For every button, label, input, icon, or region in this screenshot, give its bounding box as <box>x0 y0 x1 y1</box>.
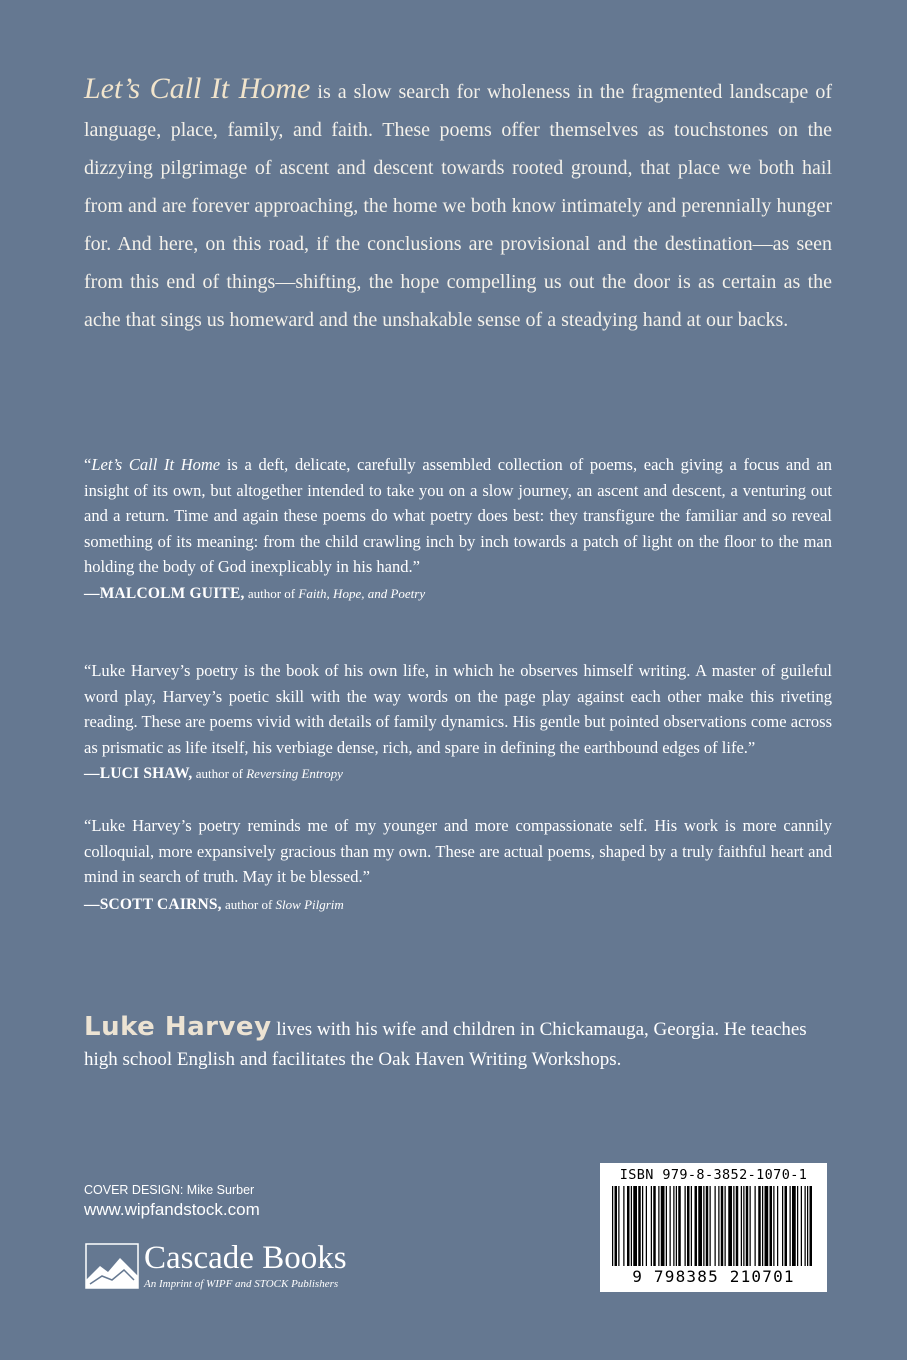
bio-text: lives with his wife and children in Chickamauga, Georgia. He teaches high school English and facilitates the Oak Haven Writing Workshops. <box>84 1019 807 1070</box>
description-text: is a slow search for wholeness in the fragmented landscape of language, place, family, and faith. These poems offer themselves as touchstones on the dizzying pilgrimage of ascent and descent towards rooted ground, that place we both hail from and are forever approaching, the home we both know intimately and perennially hunger for. And here, on this road, if the conclusions are provisional and the destination—as seen from this end of things—shifting, the hope compelling us out the door is as certain as the ache that sings us homeward and the unshakable sense of a steadying hand at our backs. <box>84 81 832 331</box>
barcode-bar <box>706 1186 709 1266</box>
barcode-bar <box>807 1186 808 1266</box>
barcode-bar <box>687 1186 690 1266</box>
barcode-bar <box>792 1186 796 1266</box>
barcode-bar <box>741 1186 742 1266</box>
barcode-bar <box>653 1186 656 1266</box>
endorsement-cairns <box>84 813 832 890</box>
barcode-bar <box>805 1186 806 1266</box>
barcode-bar <box>782 1186 783 1266</box>
endorsement-text: “Luke Harvey’s poetry reminds me of my younger and more compassionate self. His work is more cannily colloquial, more expansively gracious than my own. These are actual poems, shaped by a truly faithful heart and mind in search of truth. May it be blessed.” <box>84 816 832 886</box>
publisher-logo <box>84 1240 404 1300</box>
endorsement-guite: “Let’s Call It Home is a deft, delicate, carefully assembled collection of poems, each giving a focus and an insight of its own, but altogether intended to take you on a slow journey, an ascent and descent, a venturing out and a return. Time and again these poems do what poetry does best: they transfigure the familiar and so reveal something of its meaning: from the child crawling inch by inch towards a patch of light on the floor to the man holding the body of God inexplicably in his hand.” <box>84 455 832 576</box>
barcode-bar <box>685 1186 686 1266</box>
barcode-bar <box>646 1186 647 1266</box>
endorsement-author-cairns: —SCOTT CAIRNS, author of Slow Pilgrim <box>84 896 344 913</box>
barcode-bar <box>743 1186 744 1266</box>
barcode-bar <box>612 1186 613 1266</box>
barcode-bar <box>695 1186 698 1266</box>
barcode-bar <box>736 1186 739 1266</box>
barcode-bar <box>666 1186 667 1266</box>
barcode-bar <box>658 1186 659 1266</box>
endorsement-shaw <box>84 658 832 760</box>
barcode-bar <box>801 1186 802 1266</box>
barcode-bar <box>770 1186 773 1266</box>
barcode-bar <box>750 1186 751 1266</box>
barcode-bar <box>631 1186 632 1266</box>
barcode-bar <box>615 1186 618 1266</box>
barcode-bar <box>746 1186 749 1266</box>
barcode-bar <box>721 1186 724 1266</box>
barcode-bar <box>810 1186 813 1266</box>
barcode-bar <box>676 1186 677 1266</box>
barcode-bar <box>673 1186 674 1266</box>
barcode-bar <box>710 1186 711 1266</box>
mountain-logo-icon <box>84 1240 140 1292</box>
barcode-bar <box>661 1186 665 1266</box>
endorsement-text: “Luke Harvey’s poetry is the book of his own life, in which he observes himself writing. A master of guileful word play, Harvey’s poetic skill with the way words on the page play against each other make this riveting reading. These are poems vivid with details of family dynamics. His gentle but pointed observations come across as prismatic as life itself, his verbiage dense, rich, and spare in defining the earthbound edges of life.” <box>84 661 832 757</box>
isbn-barcode <box>600 1163 827 1292</box>
author-bio <box>84 1012 832 1075</box>
publisher-website: www.wipfandstock.com <box>84 1200 260 1219</box>
barcode-bar <box>715 1186 716 1266</box>
cover-design-credit: COVER DESIGN: Mike Surber <box>84 1183 255 1197</box>
endorsement-author-guite: —MALCOLM GUITE, author of Faith, Hope, and Poetry <box>84 585 426 602</box>
barcode-bar <box>755 1186 756 1266</box>
barcode-bar <box>642 1186 643 1266</box>
barcode-bar <box>733 1186 734 1266</box>
barcode-bar <box>758 1186 761 1266</box>
barcode-bar <box>765 1186 769 1266</box>
barcode-bar <box>651 1186 652 1266</box>
barcode-bar <box>718 1186 719 1266</box>
barcode-bar <box>777 1186 778 1266</box>
barcode-bar <box>691 1186 692 1266</box>
barcode-bar <box>773 1186 774 1266</box>
barcode-bar <box>618 1186 619 1266</box>
author-name: Luke Harvey <box>84 1012 272 1042</box>
barcode-bar <box>762 1186 763 1266</box>
publisher-tagline: An Imprint of WIPF and STOCK Publishers <box>144 1278 339 1290</box>
barcode-bar <box>670 1186 671 1266</box>
barcode-bar <box>633 1186 637 1266</box>
barcode-bar <box>797 1186 798 1266</box>
barcode-bar <box>785 1186 788 1266</box>
barcode-bar <box>638 1186 641 1266</box>
barcode-bars <box>610 1186 817 1266</box>
barcode-bar <box>725 1186 726 1266</box>
barcode-bar <box>678 1186 681 1266</box>
endorsement-text: is a deft, delicate, carefully assembled collection of poems, each giving a focus and an insight of its own, but altogether intended to take you on a slow journey, an ascent and descent, a venturing out and a return. Time and again these poems do what poetry does best: they transfigure the familiar and so reveal something of its meaning: from the child crawling inch by inch towards a patch of light on the floor to the man holding the body of God inexplicably in his hand.” <box>84 455 832 576</box>
barcode-bar <box>627 1186 630 1266</box>
book-title: Let’s Call It Home <box>84 72 311 105</box>
barcode-digits: 9 798385 210701 <box>632 1267 795 1286</box>
barcode-bar <box>728 1186 732 1266</box>
barcode-bar <box>703 1186 704 1266</box>
endorsement-author-shaw: —LUCI SHAW, author of Reversing Entropy <box>84 765 343 782</box>
barcode-bar <box>790 1186 791 1266</box>
endorsement-book-title: Let’s Call It Home <box>91 455 221 474</box>
barcode-bar <box>698 1186 702 1266</box>
book-description <box>84 70 832 339</box>
barcode-bar <box>623 1186 624 1266</box>
isbn-label: ISBN 979-8-3852-1070-1 <box>619 1167 808 1183</box>
publisher-name: Cascade Books <box>144 1240 347 1276</box>
